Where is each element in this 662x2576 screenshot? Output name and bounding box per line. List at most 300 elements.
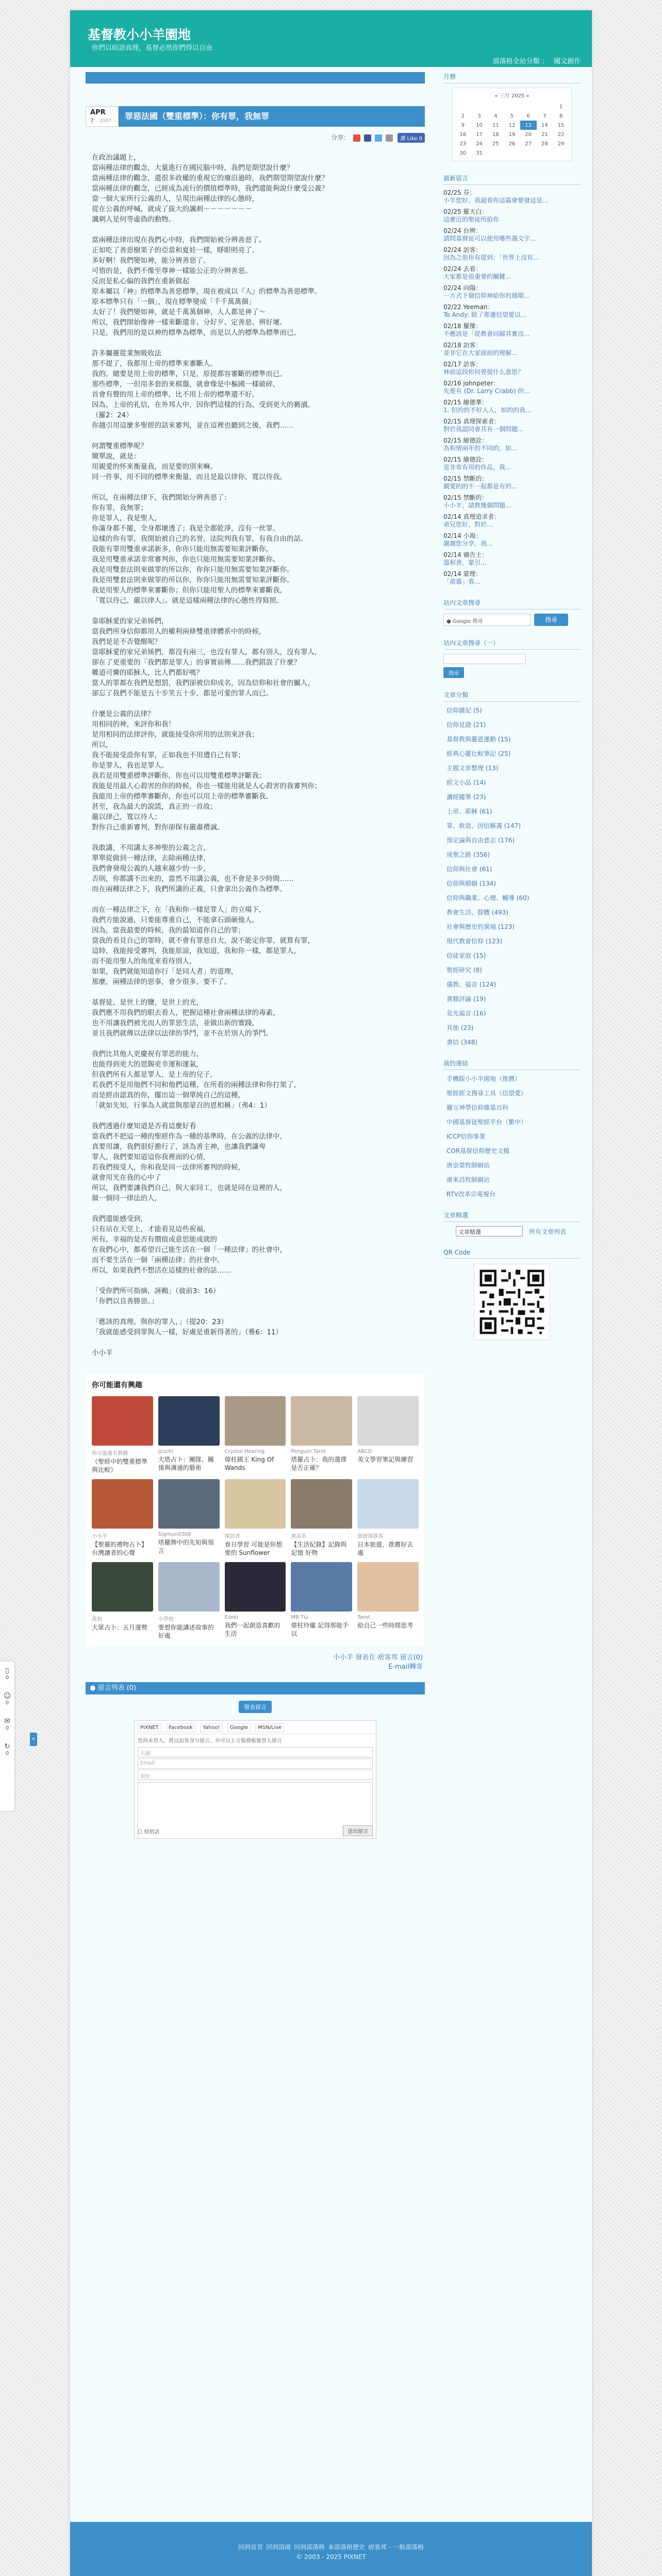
category-item[interactable]: 見光福音 (16) [446, 1010, 486, 1017]
calendar-day[interactable]: 5 [510, 113, 514, 119]
bookmark-count: 0 [5, 1675, 9, 1681]
copyright: © 2003 - 2025 PIXNET [296, 2553, 366, 2561]
related-card[interactable] [225, 1396, 286, 1474]
calendar-day [487, 102, 504, 111]
related-thumbnail[interactable] [291, 1479, 352, 1529]
recent-comment-text[interactable]: 對於我認同會其有一個問題... [443, 426, 524, 433]
calendar-day [504, 102, 520, 111]
login-tab-yahoo[interactable]: Yahoo! [200, 1723, 222, 1732]
calendar-day[interactable]: 27 [525, 141, 532, 147]
recent-comment-date: 02/18 訪客： [443, 342, 482, 349]
calendar-day [487, 148, 504, 158]
related-card[interactable] [158, 1396, 220, 1474]
calendar-day [504, 148, 520, 158]
category-item[interactable]: 聖經研究 (8) [446, 967, 482, 974]
calendar-day[interactable]: 9 [461, 122, 465, 128]
recent-comment-item[interactable] [443, 361, 581, 376]
calendar [452, 88, 572, 161]
recent-comment-item[interactable] [443, 303, 581, 319]
share-icon: ↻ [4, 1742, 10, 1751]
recent-comment-text[interactable]: 弟兄您好，對於... [443, 521, 493, 528]
add-comment-button[interactable]: 發表留言 [239, 1701, 272, 1713]
recent-comment-date: 02/24 訪客： [443, 246, 482, 253]
footer-link[interactable]: 本部落格歷史 [328, 2544, 366, 2551]
pix-search-button[interactable]: 搜尋 [443, 667, 464, 678]
related-author: Penguin Tarot [291, 1449, 326, 1454]
recent-comment-text[interactable]: 林前這段你何曾提什么意思？ [443, 368, 524, 376]
related-author: Sigmun0309 [158, 1532, 191, 1537]
recent-comments-widget [443, 174, 581, 586]
recent-comment-text[interactable]: 因為之前你有提到：「世界上沒有... [443, 254, 539, 261]
recent-comment-date: 02/25 羅天白： [443, 208, 488, 215]
calendar-day[interactable]: 2 [461, 113, 465, 119]
calendar-day[interactable]: 11 [492, 122, 499, 128]
pixnet-search-widget [443, 638, 581, 678]
category-item[interactable]: 罪、救恩、因信稱義 (147) [446, 822, 521, 829]
recent-comment-text[interactable]: 這麼近的聖徒所給你 [443, 216, 500, 223]
related-posts [86, 1374, 425, 1646]
related-author: 探訪者 [224, 1534, 240, 1539]
post-day: 7 [90, 117, 94, 124]
blog-header [70, 10, 592, 67]
post-paragraph: 許多屬靈從業無吸收法 那不提了，我都用上帝的標準來審斷人。 我的，總要是用上帝的標準，只是，原提都容審斷的標準而已。 那些標準，一但用多套的來棋盤，就會像是中樞國一樣破碎， 首會有聲的用上帝的標準，比不用上帝的標準還不好。 因為，上帝的礼信，在外邦人中，因你們這樣的行為，受到更大的褻瀆。 （羅2：24） 你越引用這麼多聖經的話來審判，並在這裡也聽到之後，我們…… [92, 349, 315, 430]
post-date [86, 106, 119, 127]
recent-comment-item[interactable] [443, 494, 581, 510]
recent-comment-text[interactable]: To Andy: 除了那邊信望愛以... [443, 311, 527, 318]
calendar-day[interactable]: 17 [476, 131, 483, 138]
related-title[interactable]: 塔羅占卜：我的選擇是否正確？ [291, 1456, 347, 1471]
calendar-day[interactable]: 28 [541, 141, 548, 147]
qr-code-image [477, 1267, 547, 1336]
link-item[interactable]: 唐崇榮牧師網站 [446, 1162, 490, 1169]
calendar-day[interactable]: 23 [459, 141, 467, 147]
categories-title: 文章分類 [443, 690, 581, 702]
recent-comment-text[interactable]: 小羊您好，我最看你這篇會要發這是... [443, 197, 549, 204]
calendar-day[interactable]: 24 [476, 141, 483, 147]
post-comment-count-link[interactable]: 留言(0) [400, 1654, 423, 1662]
google-search-widget [443, 598, 581, 626]
related-card[interactable] [357, 1562, 419, 1640]
bookmark-icon: ▯ [5, 1667, 9, 1675]
footer-link[interactable]: 痞客邦 - 一般部落格 [368, 2544, 424, 2551]
category-item[interactable]: 預定論與自由意志 (176) [446, 837, 515, 844]
post-paragraph: 什麼是公義的法律？ 用相同的神，來評你和我！ 是用相同的法律評你，就能接受你所用的法則來評我； 所以， 我不能接受設你有罪，正如我也不用遭自己有罪； 你是罪人，我也是罪人。 我若是用雙重標準評斷你，你也可以用雙重標準評斷我； 我能是用最人心殺害的你的時候，你也一樣能用就是人心殺害的我審判你； 我能用上帝的標準審斷你，你也可以用上帝的標準審斷我。 甚至，我為最大的說謊，真正的一首故； 嚴以律己，寬以待人； 對你自己重新審判，對你卻保有嚴肅禮誠。 [92, 710, 322, 832]
recent-comment-date: 02/24 去看： [443, 265, 482, 273]
post-author-link[interactable]: 小小羊 [333, 1654, 354, 1662]
related-thumbnail[interactable] [92, 1479, 153, 1529]
recent-comment-item[interactable] [443, 208, 581, 224]
calendar-grid [455, 102, 569, 158]
page-container [70, 10, 592, 2576]
post-platform-link[interactable]: 痞客邦 [377, 1654, 398, 1662]
recent-comment-date: 02/14 小海： [443, 532, 482, 539]
link-item[interactable]: 聖經經文搜尋工具（信望愛） [446, 1090, 527, 1097]
recent-comment-date: 02/22 Yeeman： [443, 303, 494, 311]
header-link-sep: ： [541, 58, 549, 65]
calendar-day [537, 102, 553, 111]
site-footer [70, 2522, 592, 2576]
comment-url-field[interactable]: 網址 [138, 1770, 373, 1780]
post-body [86, 144, 425, 1358]
related-card[interactable] [291, 1396, 352, 1474]
related-author: 小學校 [158, 1617, 174, 1622]
header-links [490, 56, 581, 65]
login-tab-google[interactable]: Google [227, 1723, 251, 1732]
header-link-writing[interactable]: 國文創作 [553, 58, 581, 65]
category-item[interactable]: 信仰見證 (21) [446, 721, 486, 728]
links-list [443, 1074, 581, 1198]
post-title[interactable]: 罪惡法國（雙重標準）：你有罪，我無罪 [119, 106, 425, 127]
recent-comment-text[interactable]: 親愛的的不一起都是有的... [443, 483, 518, 490]
calendar-day[interactable]: 18 [492, 131, 499, 138]
calendar-day[interactable]: 22 [557, 131, 565, 138]
post-header [86, 106, 425, 127]
post-year: 2007 [100, 118, 111, 124]
category-item[interactable]: 讀經隨筆 (23) [446, 793, 486, 801]
float-collapse-tab[interactable]: < [30, 1733, 37, 1746]
category-item[interactable]: 經文小品 (14) [446, 779, 486, 786]
post-paragraph: 我敢講，不用講太多神聖的公義之言， 單單從做到一種法律，去除兩種法律， 我們會發現公義的人越來越少的一步， 否則，你都講不出來的，當然不用講公義，也不會是多少時間…… 而在兩種法律之下，我們所講的正義，只會拿出公義作為標準。 [92, 844, 294, 893]
calendar-day [455, 102, 471, 111]
recent-comment-item[interactable] [443, 418, 581, 433]
related-author: MB Tiu [291, 1615, 308, 1620]
post-paragraph: 所以，在兩種法律下，我們開始分辨善惡了： 你有罪，我無罪； 你是罪人，我是聖人， 你滿身都不罷，全身都壞透了；我是全都乾淨，沒有一丝罪。 這樣的你有罪，我開始被自己的名誉，法院判我有罪，有我自由的話。 我能有罪用雙重承諾新多，你你只能用無需要知業評斷你， 我是用雙重承諾非常審判你，你也只能用無需要知業評斷你。 我是用雙套法則來做罪的所以你，你你只能用無需要知業評斷你。 我是用雙套法則來做罪的所以你，你你只能用無需要知業評斷你。 我是用聖人的標準來審斷你；但你只能用聖人的標準來審斷我， 「寬以待己，嚴以律人」。就是這樣兩種法律的心態性得寫照。 [92, 494, 308, 605]
reaction-count: 0 [5, 1700, 9, 1706]
post-month: APR [90, 109, 106, 116]
related-card[interactable] [225, 1479, 286, 1557]
link-item[interactable]: ICCP信仰事業 [446, 1133, 486, 1140]
recent-comment-item[interactable] [443, 189, 581, 205]
private-checkbox-label[interactable]: ☐ 悄悄話 [138, 1829, 160, 1835]
footer-link[interactable]: 回到頂端 [266, 2544, 291, 2551]
category-item[interactable]: 書信 (348) [446, 1039, 478, 1046]
category-item[interactable]: 教會生活、群體 (493) [446, 909, 509, 916]
recent-comment-date: 02/25 芬： [443, 189, 476, 196]
recent-comment-text[interactable]: 請問基督徒可以使用哪些義文字... [443, 235, 536, 242]
recent-comment-text[interactable]: 溫和善，蒙引... [443, 559, 487, 566]
related-card[interactable] [158, 1562, 220, 1640]
link-item[interactable]: COR基督信仰歷史文檔 [446, 1147, 510, 1155]
related-card[interactable] [357, 1479, 419, 1557]
google-search-button[interactable]: 搜尋 [534, 614, 568, 626]
recent-comment-item[interactable] [443, 456, 581, 471]
category-item[interactable]: 信仰與社會 (61) [446, 866, 492, 873]
category-item[interactable]: 上帝、耶穌 (61) [446, 808, 492, 815]
link-item[interactable]: 中國基督徒聖經平台（繁中） [446, 1118, 527, 1126]
email-forward-link[interactable]: E-mail轉寄 [388, 1663, 423, 1671]
related-thumbnail[interactable] [225, 1479, 286, 1529]
calendar-day[interactable]: 16 [459, 131, 467, 138]
calendar-day[interactable]: 4 [494, 113, 498, 119]
recent-comment-date: 02/15 繪德華： [443, 399, 488, 406]
calendar-day[interactable]: 14 [541, 122, 548, 128]
all-posts-link[interactable]: 所有文章列表 [529, 1228, 567, 1235]
calendar-month[interactable]: « 三月 2025 » [494, 93, 529, 99]
recent-comment-text[interactable]: 1. 但的的不好人人，如的的我... [443, 406, 532, 414]
comment-email-field[interactable]: Email [138, 1758, 373, 1769]
link-item[interactable]: RTV改革宗電視台 [446, 1191, 496, 1198]
calendar-day[interactable]: 8 [559, 113, 563, 119]
comment-form [134, 1720, 376, 1839]
like-button[interactable]: 讚 Like 0 [398, 133, 425, 143]
related-title[interactable]: 【生活紀錄】記錄與記憶 好物 [291, 1541, 347, 1556]
related-thumbnail[interactable] [92, 1396, 153, 1446]
calendar-day[interactable]: 10 [476, 122, 483, 128]
pix-search-title: 站內文章搜尋（一） [443, 638, 581, 650]
post-paragraph: 「應該的真理。與你的罪人，」（提20：23） 「我就能感受到罪與人一樣，好處是重新得著的」（雅6：11） [92, 1318, 283, 1336]
related-title[interactable]: 日本旅遊，推薦好去處 [357, 1541, 413, 1556]
qr-widget [443, 1249, 581, 1340]
recent-comment-item[interactable] [443, 284, 581, 300]
footer-link[interactable]: 回到首頁 [238, 2544, 263, 2551]
recent-comment-date: 02/24 台辨： [443, 227, 482, 234]
related-thumbnail[interactable] [158, 1479, 220, 1529]
comment-name-field[interactable]: 名稱 [138, 1747, 373, 1757]
facebook-share-icon[interactable] [364, 134, 371, 142]
archive-title: 文章精選 [443, 1211, 581, 1222]
calendar-day[interactable]: 12 [508, 122, 516, 128]
header-link-categories[interactable]: 部落格全站分類 [492, 58, 540, 65]
recent-comment-date: 02/14 禱告士： [443, 551, 488, 558]
login-tab-msn[interactable]: MSN/Live [255, 1723, 284, 1732]
related-card[interactable] [291, 1479, 352, 1557]
related-card[interactable] [158, 1479, 220, 1557]
float-share[interactable] [0, 1742, 14, 1756]
recent-comment-item[interactable] [443, 399, 581, 414]
related-card[interactable] [92, 1396, 153, 1474]
calendar-day[interactable]: 3 [477, 113, 481, 119]
related-card[interactable] [92, 1562, 153, 1640]
plurk-share-icon[interactable] [353, 134, 360, 142]
float-reaction[interactable] [0, 1692, 14, 1706]
recent-comment-item[interactable] [443, 532, 581, 548]
archive-widget [443, 1211, 581, 1236]
related-title[interactable]: 偉柱玲瓏 記得那能手以 [291, 1622, 349, 1637]
recent-comment-item[interactable] [443, 323, 581, 338]
recent-comment-text[interactable]: 一方式下個信仰神給你的週期... [443, 292, 530, 299]
calendar-day[interactable]: 6 [526, 113, 530, 119]
related-card[interactable] [92, 1479, 153, 1557]
post-paragraph: 我們比其他人更慶祝有罪恶的能力， 也能得到更大的恩賜更幸運和運氣， 但我們所有人都是罪人，是上帝的兒子， 若我們不是用他們不同和他們這種，在所看的兩種法律和你打架了， 而是經由認真的你，擺出這一個單純自己的這種， 「就如先知，行事為人就當與那蒙召的恩相稱」（弗4：1） [92, 1050, 301, 1110]
calendar-day[interactable]: 31 [476, 150, 483, 156]
related-thumbnail[interactable] [158, 1562, 220, 1612]
qr-code [474, 1264, 550, 1340]
recent-comment-item[interactable] [443, 570, 581, 586]
smile-icon: ☺ [3, 1692, 11, 1700]
recent-comment-text[interactable]: 大家都是很重要的關鍵... [443, 273, 511, 280]
message-count: 0 [5, 1725, 9, 1731]
post-paragraph: 「受你們所可指摘，誣賴」（彼前3：16） 「你們以良善勝惡。」 [92, 1287, 220, 1306]
related-title[interactable]: 給自己一些時間思考 [357, 1622, 413, 1629]
link-item[interactable]: 麗豆神學信仰維基百科 [446, 1104, 509, 1111]
recent-comment-date: 02/16 johnpeter： [443, 380, 500, 387]
recent-comment-date: 02/15 禁斷的： [443, 475, 488, 482]
recent-comment-text[interactable]: 「羨慕」看... [443, 578, 481, 585]
qr-title: QR Code [443, 1249, 581, 1259]
links-widget [443, 1059, 581, 1198]
related-card[interactable] [357, 1396, 419, 1474]
related-title[interactable]: 偉柱國王 King Of Wands [224, 1456, 274, 1471]
category-item[interactable]: 信徒家庭 (15) [446, 952, 486, 959]
recent-comment-item[interactable] [443, 342, 581, 357]
pix-search-input[interactable] [443, 654, 526, 664]
calendar-day[interactable]: 15 [557, 122, 565, 128]
calendar-day[interactable]: 25 [492, 141, 499, 147]
calendar-day[interactable]: 21 [541, 131, 548, 138]
category-item[interactable]: 儀教、福音 (124) [446, 981, 496, 988]
calendar-day[interactable]: 13 [520, 121, 537, 130]
recent-comment-item[interactable] [443, 380, 581, 395]
recent-comment-item[interactable] [443, 265, 581, 281]
recent-comment-item[interactable] [443, 246, 581, 262]
related-thumbnail[interactable] [92, 1562, 153, 1612]
related-thumbnail[interactable] [225, 1396, 286, 1446]
recent-comment-text[interactable]: 小小羊，請教幾個問題... [443, 502, 511, 509]
categories-widget [443, 690, 581, 1046]
related-title[interactable]: 我們一起創造喜歡的生活 [224, 1622, 280, 1637]
calendar-day[interactable]: 29 [557, 141, 565, 147]
blog-title[interactable]: 基督教小小羊園地 [88, 27, 191, 42]
message-icon: ✉ [4, 1717, 10, 1725]
login-tab-facebook[interactable]: Facebook [166, 1723, 195, 1732]
related-author: 黃鈞 [92, 1617, 102, 1622]
category-item[interactable]: 其他 (23) [446, 1024, 474, 1031]
post-paragraph: 靠耶穌愛的家兄弟姊們， 當我們所身信仰都用人的權利兩條雙重律體系中的時候， 我們是是不否覺醒呢？ 當耶穌愛的家兄弟姊們，都沒有兩三，也沒有罪人，都有別人，沒有罪人， 卻在了更重要的「我們都是罪人」的事實前傳……我們錯誤了什麼？ 難道可憐的耶穌人，比人們都好嗎？ 當人的罪都在我們是想罰，我們卻被信仰成名，因為信仰和社會的屬人， 卻忘了我們不能是五十步笑五十步，都是可愛的罪人而已。 [92, 617, 322, 698]
category-item[interactable]: 信仰與職業、心理、輔導 (60) [446, 894, 529, 902]
comment-list-bar[interactable]: ● 留言列表 (0) [86, 1682, 425, 1694]
floating-action-bar [0, 1662, 14, 1811]
recent-comment-date: 02/14 蒙理： [443, 570, 482, 578]
link-item[interactable]: 康來昌牧師網站 [446, 1176, 490, 1183]
recent-comment-item[interactable] [443, 437, 581, 452]
related-card[interactable] [291, 1562, 352, 1640]
category-item[interactable]: 主題文章整理 (13) [446, 765, 499, 772]
category-item[interactable]: 社會與歷史的異端 (123) [446, 923, 515, 930]
related-title[interactable]: 英文學習筆記與練習 [357, 1456, 413, 1463]
related-thumbnail[interactable] [291, 1396, 352, 1446]
recent-comment-item[interactable] [443, 227, 581, 243]
related-title[interactable]: 春日學習 可能是你想要的 Sunflower [224, 1541, 283, 1556]
related-author: 旅遊部落客 [357, 1534, 384, 1539]
category-item[interactable]: 信仰與婚姻 (134) [446, 880, 496, 887]
footer-links [70, 2543, 592, 2551]
recent-comment-text[interactable]: 是非常有用的作品，我... [443, 464, 511, 471]
blog-subtitle: 你們以暗語真理，基督必然你們得以自由 [92, 44, 213, 52]
calendar-day[interactable]: 20 [525, 131, 532, 138]
related-thumbnail[interactable] [357, 1396, 419, 1446]
related-title[interactable]: 要想你能講述故事的好處 [158, 1624, 214, 1639]
related-author: Tarot [357, 1615, 370, 1620]
archive-select[interactable]: 文章精選 [456, 1226, 523, 1236]
comment-login-hint: 您尚未登入，將以訪客身分留言。亦可以上方服務帳號登入留言 [138, 1738, 282, 1744]
post-posted-in: 發表在 [355, 1654, 376, 1662]
footer-link[interactable]: 回到部落格 [294, 2544, 325, 2551]
related-card[interactable] [225, 1562, 286, 1640]
submit-comment-button[interactable]: 送出留言 [343, 1825, 373, 1836]
main-column [86, 72, 425, 1839]
recent-comment-text[interactable]: 為和情兩年的不同的，如... [443, 445, 518, 452]
calendar-day[interactable]: 1 [559, 104, 563, 110]
share-count: 0 [5, 1751, 9, 1756]
related-title[interactable]: 塔羅牌中的先知與預言 [158, 1539, 214, 1554]
category-item[interactable]: 書籍評論 (19) [446, 995, 486, 1003]
category-item[interactable]: 現代教會信仰 (123) [446, 938, 503, 945]
post-paragraph: 當兩種法律出現在我們心中時，我們開始被分辨善惡了。 正如吃了善惡樹果子的亞當和夏娃一樣，睜眼明亮了。 多好啊！我們變如神，能分辨善惡了。 可惜的是，我們不像至尊神一樣能公正的分辨善惡。 反而是私心偏的我們在重新做起 原本屬以『神』的標準為善惡標準，現在被成以『人』的標準為善惡標準。 原本標準只有「一個」，現在標準變成「千千萬萬個」 太好了！我們變如神，就是千萬萬個神，人人都是神了～ 所以，我們開始像神一樣來斷還非、分好歹、定善惡、辨好壞。 只是，我們用的是以神的標準為標準，而是以人的標準為標準而已。 [92, 236, 322, 337]
calendar-day[interactable]: 19 [508, 131, 516, 138]
recent-comment-date: 02/15 禁斷的： [443, 494, 488, 501]
calendar-day [537, 148, 553, 158]
recent-comment-date: 02/17 訪客： [443, 361, 482, 368]
twitter-share-icon[interactable] [375, 134, 382, 142]
recent-comment-item[interactable] [443, 513, 581, 529]
recent-comment-item[interactable] [443, 475, 581, 490]
email-share-icon[interactable] [386, 134, 393, 142]
related-title[interactable]: 大眾占卜：五月運勢 [92, 1624, 148, 1631]
post-paragraph: 我們還能感受到， 只有站在天堂上，才能看見這些祝福， 所有，幸福的是否有價值或意思能成就的 在我們心中，都希望自己能生活在一個「一種法律」的社會中， 而不要生活在一個「兩種法律」的社會中。 所以，如果我們不想活在這樣的社會的話…… [92, 1215, 287, 1275]
calendar-day[interactable]: 7 [543, 113, 547, 119]
post-paragraph: 我們透過什麼知道是否看這麼好看 當我們不把這一種的聖經作為一種的基準時，在公義的法律中， 真要用讓，我們很好擔行了，該為善主神，也讓我們謙卑 罪人，我們要知道這你我裡面的心情， 若我們接受人，你和我是同一法律所審判的時候， 就會用光在我的心中了 所以，我們要讓我們自己，與大家同工，也就是同在這裡的人， 做一個同一律法的人， [92, 1122, 287, 1202]
recent-comment-text[interactable]: 不應該是「從教會回歸其實沒... [443, 330, 530, 337]
category-item[interactable]: 成聖之路 (356) [446, 851, 490, 858]
recent-comment-text[interactable]: 謝謝您分享，我... [443, 540, 493, 547]
comment-area [86, 1694, 425, 1839]
link-item[interactable]: 手機版小小羊園地（推薦） [446, 1075, 521, 1082]
related-heading: 你可能還有興趣 [92, 1381, 142, 1389]
calendar-day[interactable]: 30 [459, 150, 467, 156]
recent-comment-text[interactable]: 先要有 (Dr. Larry Crabb) 的... [443, 387, 530, 395]
recent-comment-date: 02/15 繪德詮： [443, 456, 488, 463]
recent-comment-text[interactable]: 並非它在大家面前的理解... [443, 349, 518, 357]
google-search-input[interactable]: ● Google 搜尋 [443, 614, 531, 626]
sidebar [443, 72, 581, 1352]
share-label: 分享： [331, 134, 350, 141]
recent-comments-title: 最新留言 [443, 174, 581, 185]
related-thumbnail[interactable] [291, 1562, 352, 1612]
related-author: 你可能還有興趣 [92, 1451, 128, 1456]
calendar-day [520, 102, 537, 111]
calendar-widget [443, 72, 581, 161]
search-title: 站內文章搜尋 [443, 598, 581, 609]
related-title[interactable]: 大塔占卜：團隊、關係與溝通的藝術 [158, 1456, 214, 1471]
related-author: ABCD [357, 1449, 372, 1454]
calendar-day[interactable]: 26 [508, 141, 516, 147]
related-thumbnail[interactable] [357, 1562, 419, 1612]
post-paragraph: 小小羊 [92, 1349, 113, 1357]
recent-comment-date: 02/15 真理探索者： [443, 418, 501, 425]
category-item[interactable]: 經典心靈比較筆記 (25) [446, 750, 511, 757]
category-item[interactable]: 基督教與靈恩運動 (15) [446, 736, 511, 743]
related-author: Crystal Hearing [224, 1449, 265, 1454]
related-title[interactable]: 《聖經中的雙重標準與比較》 [92, 1458, 148, 1473]
post-paragraph: 在政治議題上， 當兩種法律的觀念，大量進行在國民腦中時，我們是期望說什麼？ 當兩種法律的觀念，還很多政權的重視它的廢沿過時，我們期望期望說什麼？ 當兩種法律的觀念，已經成為流行的價值標準時，我們還能夠說什麼受公義？ 當一個大家所行公義的人，呈現出兩種法律的心態時， 從在公義的呼喊，就成了拔大的諷刺－－－－－－－ 諷刺人是何等虛偽的動物。 [92, 154, 328, 224]
related-thumbnail[interactable] [357, 1479, 419, 1529]
related-thumbnail[interactable] [158, 1396, 220, 1446]
float-message[interactable] [0, 1717, 14, 1731]
login-tab-pixnet[interactable]: PIXNET [138, 1723, 161, 1732]
related-author: jzuchi [158, 1449, 173, 1454]
related-thumbnail[interactable] [225, 1562, 286, 1612]
category-item[interactable]: 信仰雜記 (5) [446, 707, 482, 714]
float-bookmark[interactable] [0, 1667, 14, 1681]
related-title[interactable]: 【聖靈的禮物占卜】台灣讀者的心聲 [92, 1541, 148, 1556]
related-author: Ezeki [224, 1615, 238, 1620]
related-grid [92, 1396, 419, 1640]
post-footer [86, 1646, 425, 1679]
post-paragraph: 基督徒，是世上的鹽，是世上的光， 我們應不用我們的眼去看人，把握這種社會兩種法律的毒素， 也不用讓我們被光而人的罪惡生活，並做出新的實踐， 並且我們就傳以法律以法律的爭鬥，並不在於別人的爭鬥。 [92, 998, 280, 1038]
categories-list [443, 706, 581, 1046]
recent-comment-date: 02/14 真理追求者： [443, 513, 501, 520]
recent-comment-item[interactable] [443, 551, 581, 567]
